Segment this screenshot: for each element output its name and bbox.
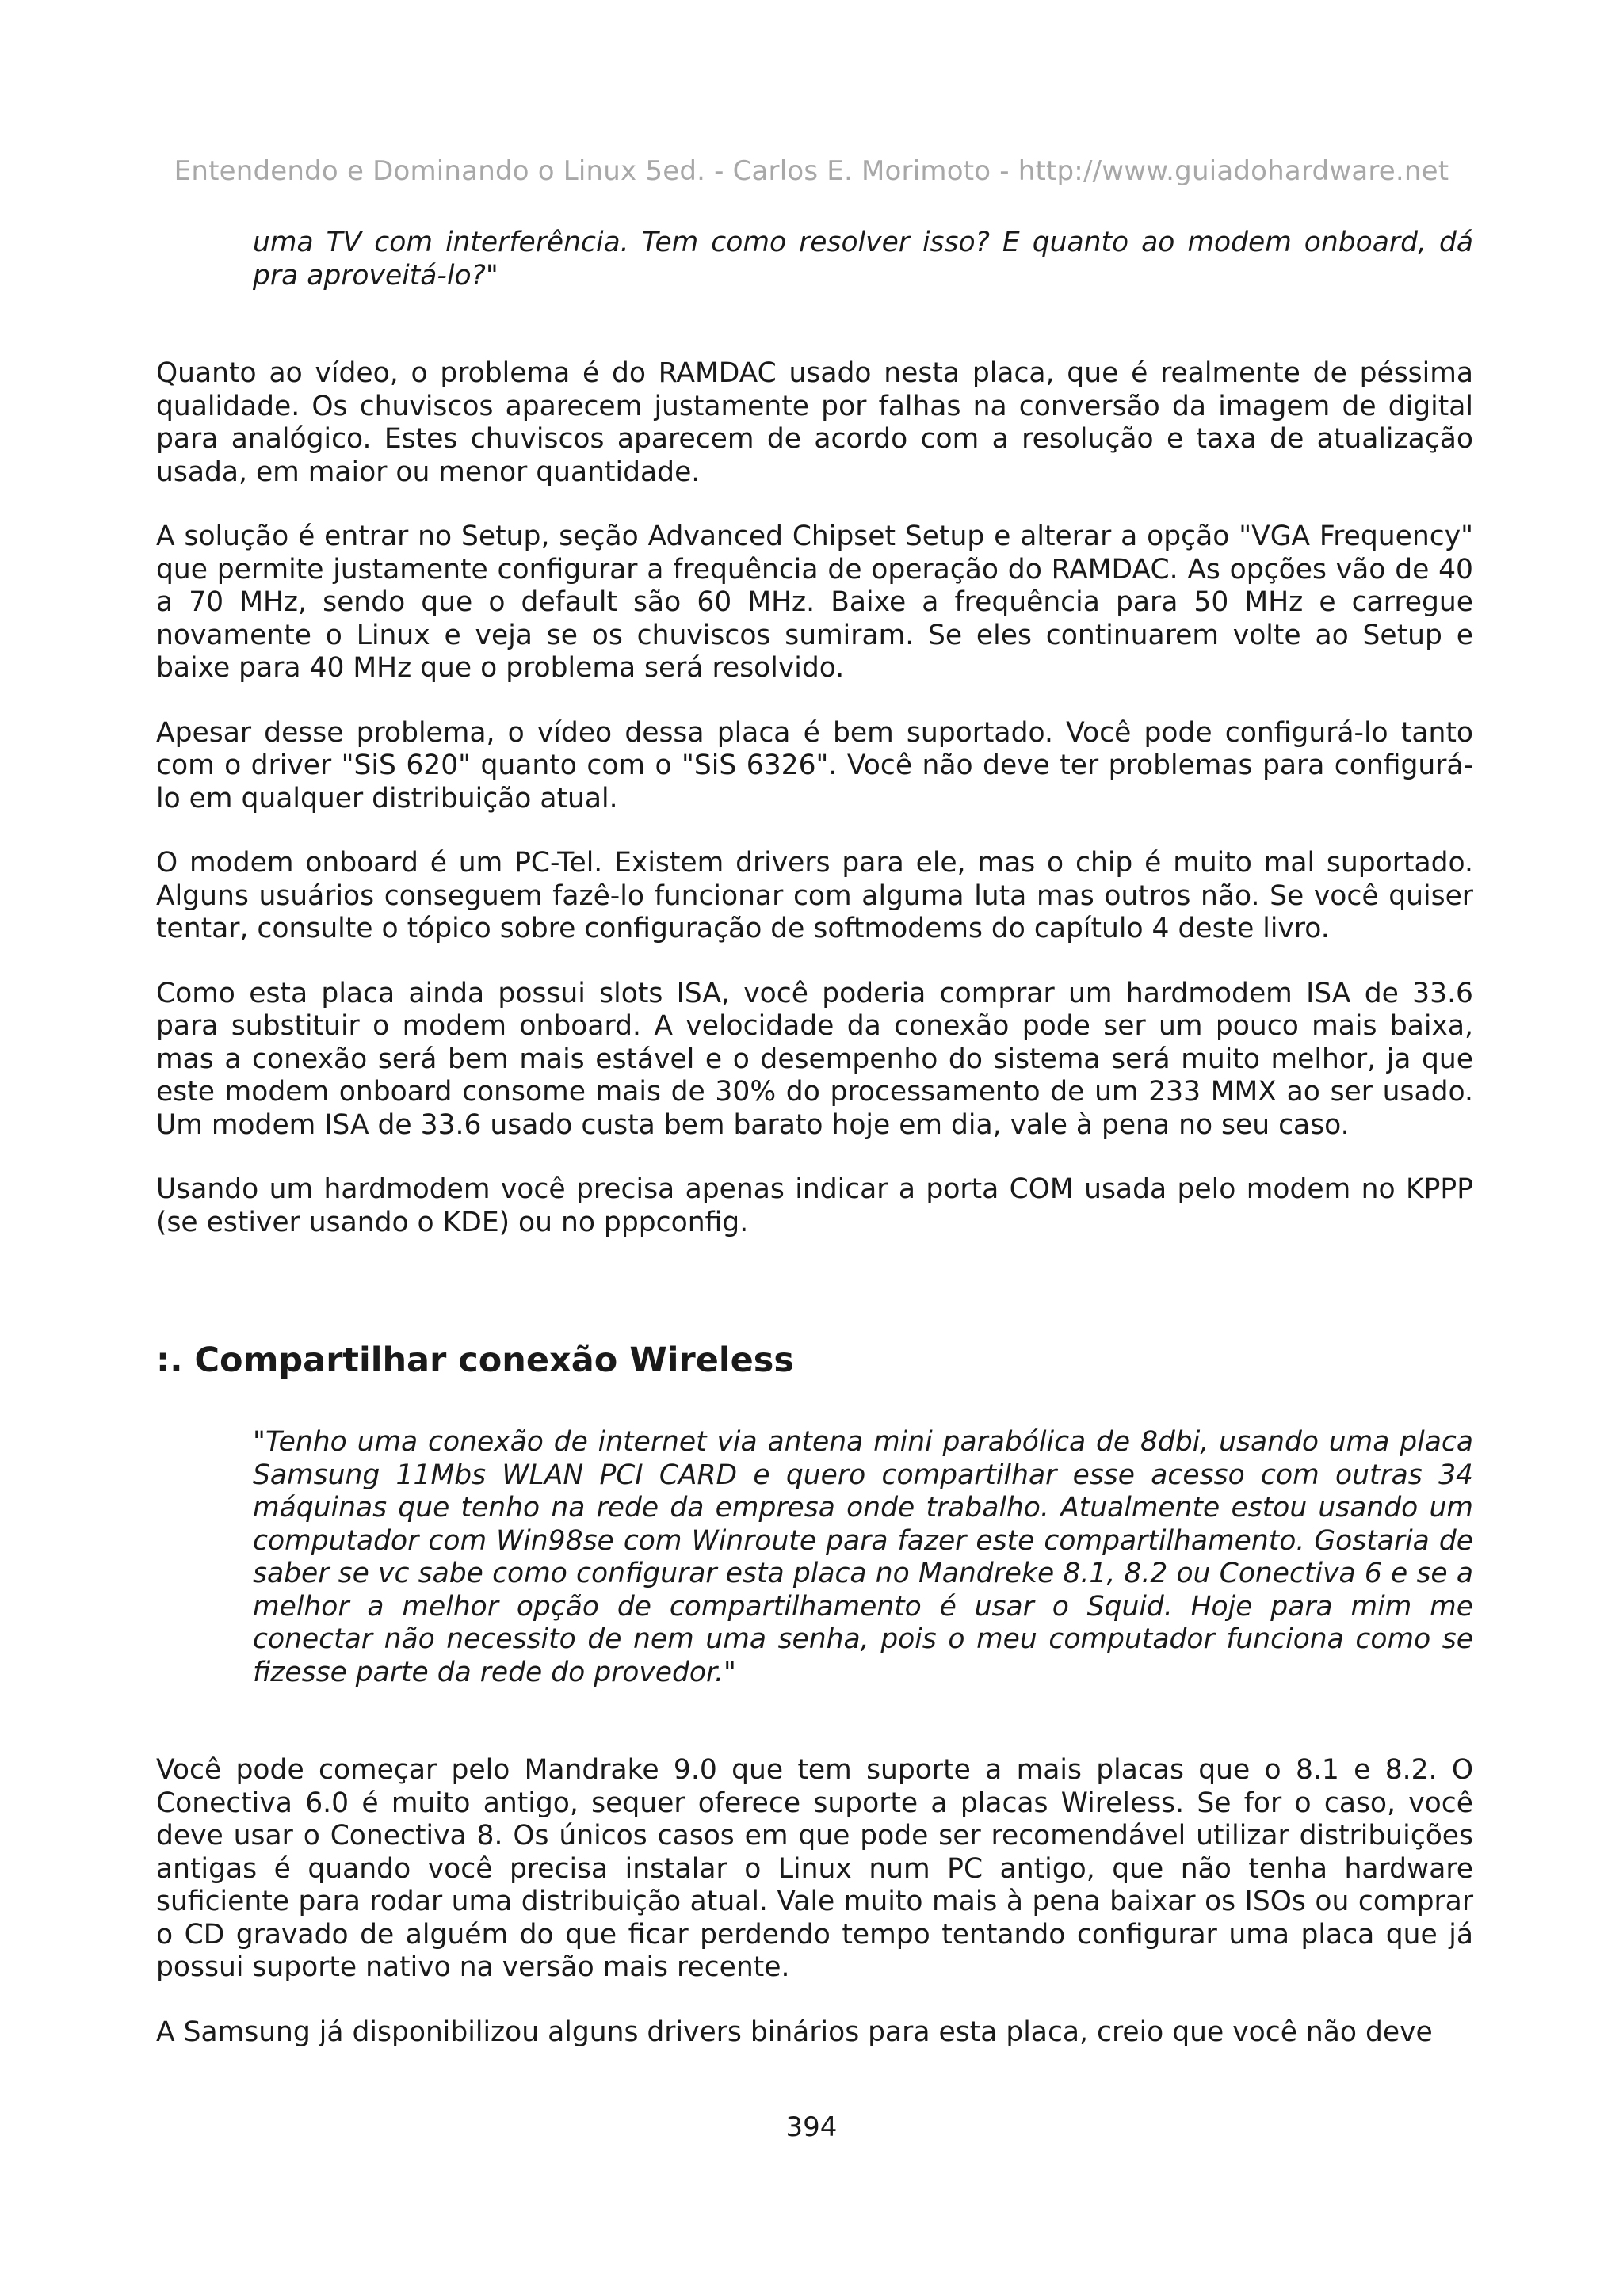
section-heading: :. Compartilhar conexão Wireless bbox=[156, 1341, 794, 1380]
body-paragraph: Você pode começar pelo Mandrake 9.0 que tem suporte a mais placas que o 8.1 e 8.2. O Conectiva 6.0 é muito antigo, sequer oferece suporte a placas Wireless. Se for o caso, você deve usar o Conectiva 8. Os únicos casos em que pode ser recomendável utilizar distribuições antigas é quando você precisa instalar o Linux num PC antigo, que não tenha hardware suficiente para rodar uma distribuição atual. Vale muito mais à pena baixar os ISOs ou comprar o CD gravado de alguém do que ficar perdendo tempo tentando configurar uma placa que já possui suporte nativo na versão mais recente. bbox=[156, 1754, 1473, 1983]
body-paragraph: Apesar desse problema, o vídeo dessa placa é bem suportado. Você pode configurá-lo tanto com o driver "SiS 620" quanto com o "SiS 6326". Você não deve ter problemas para configurá-lo em qualquer distribuição atual. bbox=[156, 716, 1473, 814]
running-header: Entendendo e Dominando o Linux 5ed. - Carlos E. Morimoto - http://www.guiadohardware.net bbox=[174, 155, 1449, 187]
reader-question-continuation: uma TV com interferência. Tem como resolver isso? E quanto ao modem onboard, dá pra aproveitá-lo?" bbox=[253, 227, 1473, 292]
page-content bbox=[156, 227, 1473, 2049]
reader-question-quote: "Tenho uma conexão de internet via antena mini parabólica de 8dbi, usando uma placa Samsung 11Mbs WLAN PCI CARD e quero compartilhar esse acesso com outras 34 máquinas que tenho na rede da empresa onde trabalho. Atualmente estou usando um computador com Win98se com Winroute para fazer este compartilhamento. Gostaria de saber se vc sabe como configurar esta placa no Mandreke 8.1, 8.2 ou Conectiva 6 e se a melhor a melhor opção de compartilhamento é usar o Squid. Hoje para mim me conectar não necessito de nem uma senha, pois o meu computador funciona como se fizesse parte da rede do provedor." bbox=[253, 1426, 1473, 1688]
body-paragraph: A solução é entrar no Setup, seção Advanced Chipset Setup e alterar a opção "VGA Frequency" que permite justamente configurar a frequência de operação do RAMDAC. As opções vão de 40 a 70 MHz, sendo que o default são 60 MHz. Baixe a frequência para 50 MHz e carregue novamente o Linux e veja se os chuviscos sumiram. Se eles continuarem volte ao Setup e baixe para 40 MHz que o problema será resolvido. bbox=[156, 521, 1473, 684]
body-paragraph: A Samsung já disponibilizou alguns drivers binários para esta placa, creio que você não deve bbox=[156, 2016, 1433, 2048]
body-paragraph: Usando um hardmodem você precisa apenas indicar a porta COM usada pelo modem no KPPP (se estiver usando o KDE) ou no pppconfig. bbox=[156, 1173, 1473, 1238]
body-paragraph: O modem onboard é um PC-Tel. Existem drivers para ele, mas o chip é muito mal suportado. Alguns usuários conseguem fazê-lo funcionar com alguma luta mas outros não. Se você quiser tentar, consulte o tópico sobre configuração de softmodems do capítulo 4 deste livro. bbox=[156, 847, 1473, 944]
body-paragraph: Quanto ao vídeo, o problema é do RAMDAC usado nesta placa, que é realmente de péssima qualidade. Os chuviscos aparecem justamente por falhas na conversão da imagem de digital para analógico. Estes chuviscos aparecem de acordo com a resolução e taxa de atualização usada, em maior ou menor quantidade. bbox=[156, 357, 1473, 488]
body-paragraph: Como esta placa ainda possui slots ISA, você poderia comprar um hardmodem ISA de 33.6 para substituir o modem onboard. A velocidade da conexão pode ser um pouco mais baixa, mas a conexão será bem mais estável e o desempenho do sistema será muito melhor, ja que este modem onboard consome mais de 30% do processamento de um 233 MMX ao ser usado. Um modem ISA de 33.6 usado custa bem barato hoje em dia, vale à pena no seu caso. bbox=[156, 977, 1473, 1141]
page-number: 394 bbox=[785, 2111, 838, 2143]
